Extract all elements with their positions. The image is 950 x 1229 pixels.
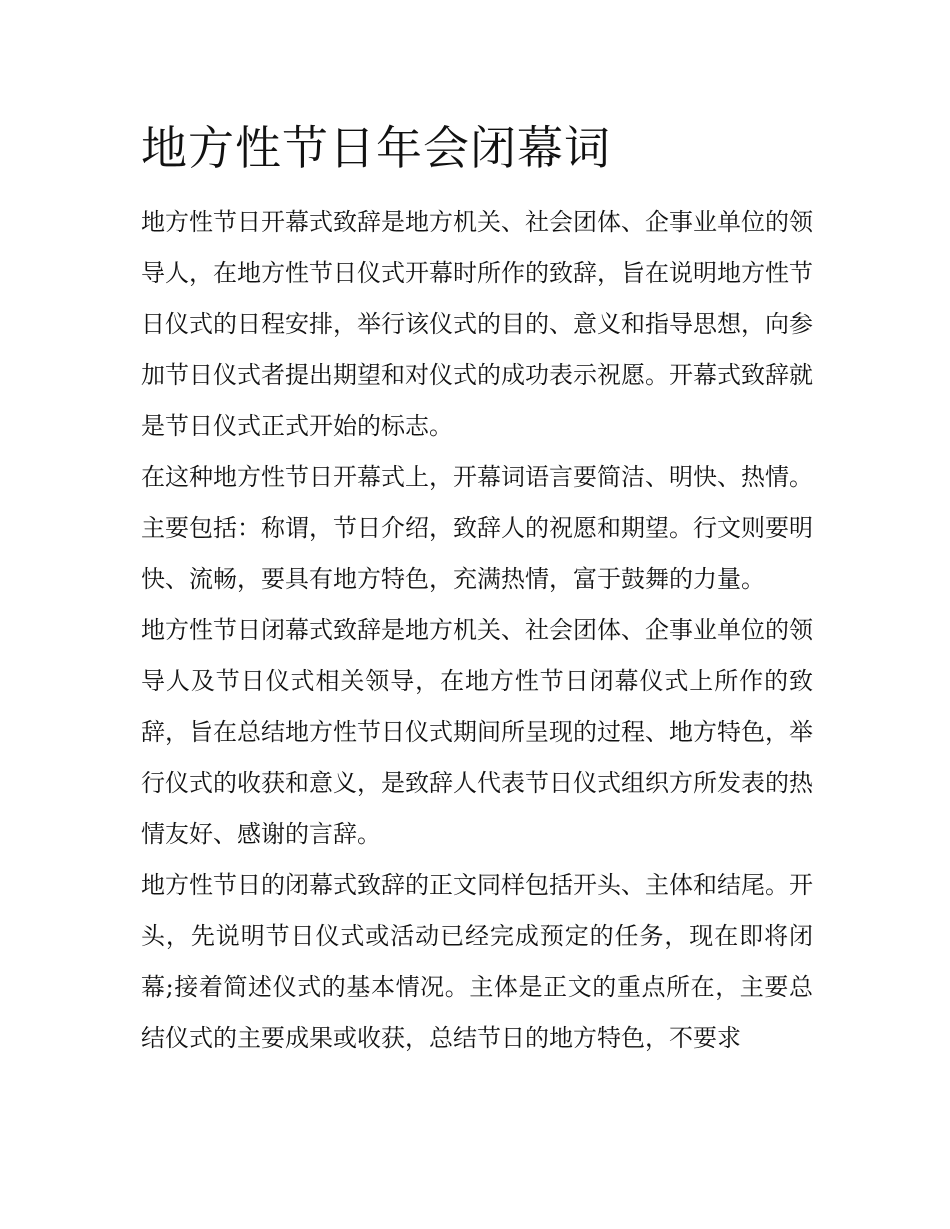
- paragraph-2: 在这种地方性节日开幕式上，开幕词语言要简洁、明快、热情。主要包括：称谓，节日介绍，致辞人的祝愿和期望。行文则要明快、流畅，要具有地方特色，充满热情，富于鼓舞的力量。: [141, 463, 813, 593]
- document-body: [141, 197, 813, 1064]
- document-title: 地方性节日年会闭幕词: [141, 121, 611, 175]
- paragraph-3: 地方性节日闭幕式致辞是地方机关、社会团体、企事业单位的领导人及节日仪式相关领导，在地方性节日闭幕仪式上所作的致辞，旨在总结地方性节日仪式期间所呈现的过程、地方特色，举行仪式的收获和意义，是致辞人代表节日仪式组织方所发表的热情友好、感谢的言辞。: [141, 616, 813, 848]
- paragraph-1: 地方性节日开幕式致辞是地方机关、社会团体、企事业单位的领导人，在地方性节日仪式开幕时所作的致辞，旨在说明地方性节日仪式的日程安排，举行该仪式的目的、意义和指导思想，向参加节日仪式者提出期望和对仪式的成功表示祝愿。开幕式致辞就是节日仪式正式开始的标志。: [141, 208, 813, 440]
- paragraph-4: 地方性节日的闭幕式致辞的正文同样包括开头、主体和结尾。开头，先说明节日仪式或活动已经完成预定的任务，现在即将闭幕;接着简述仪式的基本情况。主体是正文的重点所在，主要总结仪式的主要成果或收获，总结节日的地方特色，不要求: [141, 871, 813, 1052]
